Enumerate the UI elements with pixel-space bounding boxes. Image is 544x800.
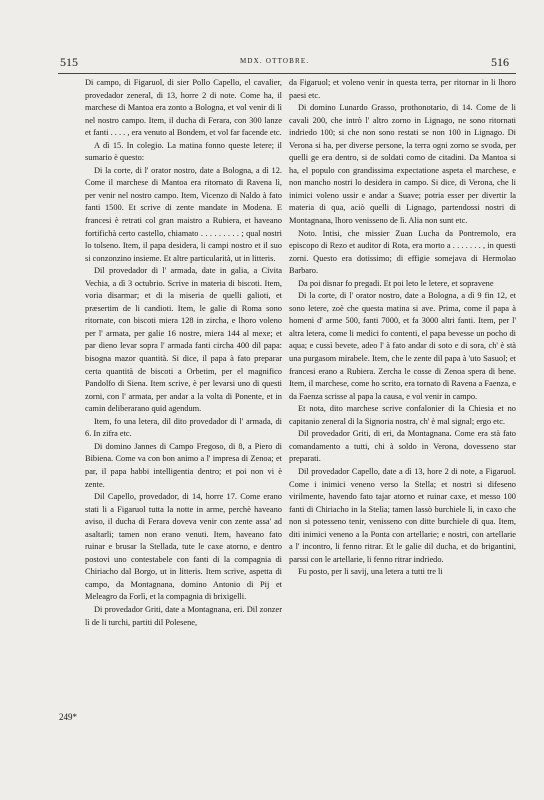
paragraph: da Figaruol; et voleno venir in questa terra, per ritornar in li lhoro paesi etc.: [289, 78, 516, 100]
paragraph: Fu posto, per li savij, una letera a tutti tre li: [298, 567, 443, 577]
paragraph: Dil provedador Capello, date a dì 13, hore 2 di note, a Figaruol. Come i inimici veneno verso la Stella; et nostri si difeseno virilmente, havendo fato tajar atorno et ruinar caxe, et messo 100 fanti di Chiriacho in la Stelìa; tamen lassò burchiele lì, in caxo che non si potesseno tenir, venisseno con ditte burchiele di qua. Item, diti inimici veneno a la Ponta con artellarie; e nostri, con artellarie a l' incontro, li fenno ritrar. Et le galie dil ducha, et do brigantini, parssi con le artellarie, li fenno ritrar indriedo.: [289, 466, 516, 564]
left-column: [85, 77, 282, 629]
page-header: [0, 55, 544, 69]
paragraph: Dil provedador di l' armada, date in galia, a Civita Vechia, a dì 3 octubrio. Scrive in materia di biscoti. Item, voria disarmar; et di la miseria de quelli galioti, et præsertim de li candioti. Item, le galie di Roma sono ritornate, con biscoti miera 128 in zircha, e lhoro voleno per l' armata, per galie 16 nostre, miera 144 al mexe; et par dieno levar sopra l' armada fanti circha 400 dil papa: bisogna mazor quantità. Si dice, il papa à fato preparar certa quantità de biscoti a Orbetim, per el magnifico Pandolfo di Siena. Item scrive, è per levarsi uno di questi zorni, con l' armata, per andar a la volta di Ponente, et in camin deliberarano quid agendum.: [85, 266, 282, 414]
right-column: [289, 77, 516, 579]
running-title: MDX. OTTOBRE.: [240, 57, 310, 65]
paragraph: Di campo, di Figaruol, di sier Pollo Capello, el cavalier, provedador zeneral, di 13, horre 2 di note. Come ha, il marchese di Mantoa era zonto a Bologna, et vol venir di lì nel nostro campo. Item, il ducha di Ferara, con 300 lanze et fanti . . . . , era venuto al Bondem, et vol far facende etc.: [85, 78, 282, 138]
paragraph: Noto. Intisi, che missier Zuan Lucha da Pontremolo, era episcopo di Rezo et auditor di Rota, era morto a . . . . . . . , in questi zorni. Questo era dotissimo; di effigie somejava di Hermolao Barbaro.: [289, 228, 516, 276]
paragraph: Item, fo una letera, dil dito provedador di l' armada, di 6. In zifra etc.: [85, 416, 282, 439]
paragraph: Dil provedador Griti, di eri, da Montagnana. Come era stà fato comandamento a tutti, chi à soldo in Verona, dovesseno star preparati.: [289, 429, 516, 464]
paragraph: Da poi disnar fo pregadi. Et poi leto le letere, et sopravene: [298, 278, 494, 288]
margin-note: 249*: [59, 712, 77, 722]
paragraph: Di la corte, di l' orator nostro, date a Bologna, a dì 9 fin 12, et sono letere, zoè che questa matina si ave. Prima, come il papa à homeni d' arme 500, fanti 7000, et fa 3000 altri fanti. Item, per l' altra letera, come li medici fo contenti, el papa bevesse un pocho di aqua; e cussì bevete, adeo l' à fato andar di soto e di sora, ch' è stà una purgasom mirabele. Item, che le zente dil papa à 'uto Sasuol; et francesi erano a Rubiera. Zercha le cosse di Zenoa spera di bene. Item, il marchese, come ho scrito, era tornato di Ravena a Faenza, e da Faenza scrisse al papa la causa, e vol venir in campo.: [289, 291, 516, 401]
page-number-left: 515: [60, 55, 78, 69]
page-number-right: 516: [491, 55, 509, 69]
paragraph: Di domino Jannes di Campo Fregoso, di 8, a Piero di Bibiena. Come va con bon animo a l' impresa di Zenoa; et par, il papa habbi intelligentia dentro; et poi non vi è zente.: [85, 441, 282, 489]
paragraph: Di la corte, di l' orator nostro, date a Bologna, a dì 12. Come il marchese di Mantoa era ritornato di Ravena lì, per venir nel nostro campo. Item, Vicenzo di Naldo à fato fanti 1500. Et scrive di zente mandate in Modena. E francesi è retrati col gran maistro a Rubiera, et haveano fortifichà certo castello, chiamato . . . . . . . . . ; qual nostri lo tolseno. Item, il papa desidera, li campi nostro et il suo si conzonzino insieme. Et altre particularità, ut in litteris.: [85, 165, 282, 263]
paragraph: Dil Capello, provedador, di 14, horre 17. Come erano stati li a Figaruol tutta la notte in arme, perchè haveano aviso, il ducha di Ferara doveva venir con zente assa' ad asaltarli; tamen non erano venuti. Item, haveano fato ruinar e brusar la Stellada, tute le caxe atorno, e dentro postovi uno contestabele con fanti di la compagnia di Chiriacho dal Borgo, ut in litteris. Item scrive, aspetta di campo, da Montagnana, domino Antonio di Pij et Meleagro da Forlì, et la compagnia di brixigelli.: [85, 492, 282, 602]
paragraph: Di domino Lunardo Grasso, prothonotario, di 14. Come de li cavali 200, che intrò l' altro zorno in Lignago, ne sono ritornati indriedo 100; si che non sono restati se non 100 in Lignago. Di Verona si ha, per diverse persone, la terra ogni zorno se svoda, per quelli ge era dentro, si de soldati como de citadini. Da Mantoa si ha, el populo con grandissima expectatione aspeta el marchese, e non mancho nostri lo desidera in campo. Si dice, di Verona, che li inimici voleno ussir e andar a Suave; potria esser per divertir la materia di qua, aciò quelli di Lignago, partendossi nostri di Montagnana, lhoro venisseno de lì. Alia non sunt etc.: [289, 103, 516, 226]
header-rule: [58, 73, 516, 74]
paragraph: Di provedador Griti, date a Montagnana, eri. Dil zonzer lì de li turchi, partiti dil Polesene,: [85, 604, 282, 627]
paragraph: A dì 15. In colegio. La matina fonno queste letere; il sumario è questo:: [85, 140, 282, 163]
paragraph: Et nota, dito marchese scrive confalonier di la Chiesia et no capitanio zeneral di la Signoria nostra, ch' è mal signal; ergo etc.: [289, 404, 516, 426]
